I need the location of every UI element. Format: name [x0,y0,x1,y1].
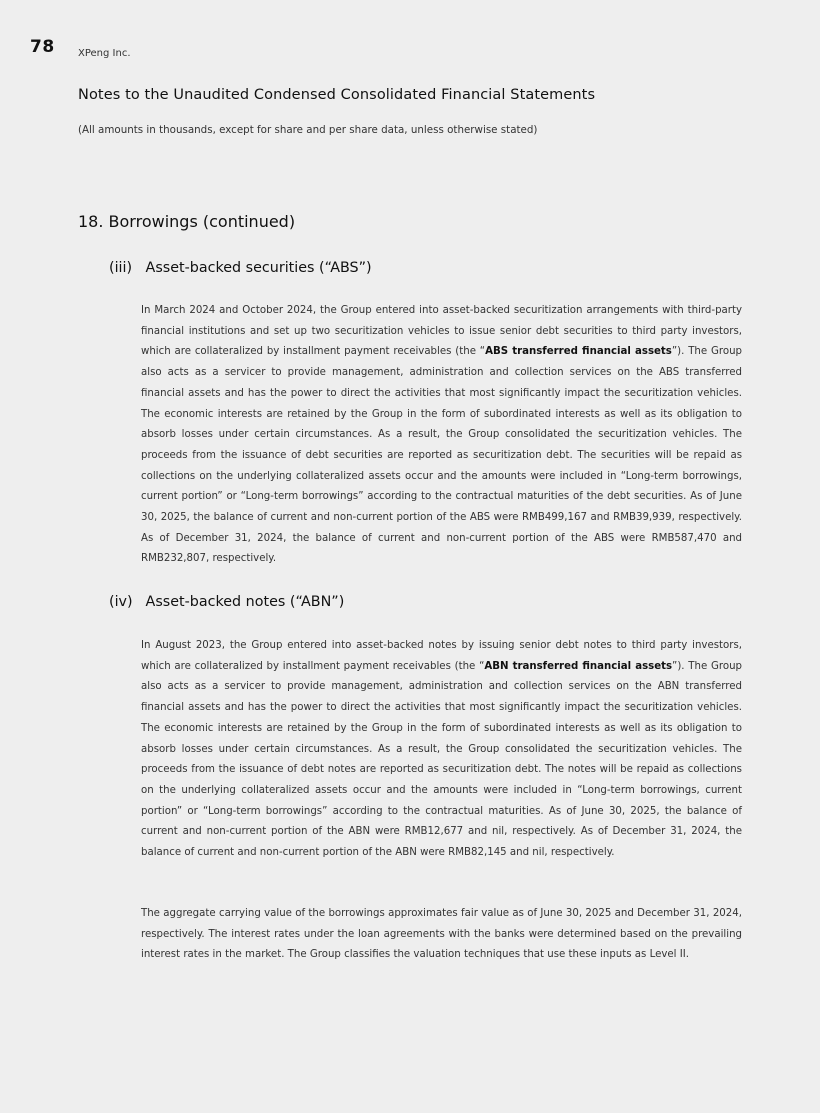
company-name: XPeng Inc. [78,48,131,59]
document-title: Notes to the Unaudited Condensed Consolidated Financial Statements [78,87,596,103]
section-heading: 18. Borrowings (continued) [78,212,296,231]
abs-text-part-1: In March 2024 and October 2024, the Group entered into asset-backed securitization arrangements with third-party financial institutions and set up two securitization vehicles to issue senior debt securities to third party investors, which are collateralized by installment payment receivables (the “ [141,305,742,358]
aggregate-paragraph: The aggregate carrying value of the borrowings approximates fair value as of June 30, 2025 and December 31, 2024, respectively. The interest rates under the loan agreements with the banks were determined based on the prevailing interest rates in the market. The Group classifies the valuation techniques that use these inputs as Level II. [141,908,742,961]
subsection-heading-abs [109,260,372,276]
subsection-title: Asset-backed notes (“ABN”) [145,594,345,610]
subsection-number: (iv) [109,594,133,610]
subsection-number: (iii) [109,260,133,276]
abs-paragraph [141,301,742,570]
page-number: 78 [30,37,55,57]
abn-paragraph [141,636,742,864]
abn-defined-term: ABN transferred financial assets [484,660,673,672]
document-subtitle: (All amounts in thousands, except for share and per share data, unless otherwise stated) [78,124,538,136]
abs-defined-term: ABS transferred financial assets [485,346,672,358]
subsection-title: Asset-backed securities (“ABS”) [145,260,372,276]
abn-text-part-2: ”). The Group also acts as a servicer to provide management, administration and collection services on the ABN transferred financial assets and has the power to direct the activities that most significantly impact the securitization vehicles. The economic interests are retained by the Group in the form of subordinated interests as well as its obligation to absorb losses under certain circumstances. As a result, the Group consolidated the securitization vehicles. The proceeds from the issuance of debt notes are reported as securitization debt. The notes will be repaid as collections on the underlying collateralized assets occur and the amounts were included in “Long-term borrowings, current portion” or “Long-term borrowings” according to the contractual maturities. As of June 30, 2025, the balance of current and non-current portion of the ABN were RMB12,677 and nil, respectively. As of December 31, 2024, the balance of current and non-current portion of the ABN were RMB82,145 and nil, respectively. [141,660,742,859]
abs-text-part-2: ”). The Group also acts as a servicer to provide management, administration and collection services on the ABS transferred financial assets and has the power to direct the activities that most significantly impact the securitization vehicles. The economic interests are retained by the Group in the form of subordinated interests as well as its obligation to absorb losses under certain circumstances. As a result, the Group consolidated the securitization vehicles. The proceeds from the issuance of debt securities are reported as securitization debt. The securities will be repaid as collections on the underlying collateralized assets occur and the amounts were included in “Long-term borrowings, current portion” or “Long-term borrowings” according to the contractual maturities of the debt securities. As of June 30, 2025, the balance of current and non-current portion of the ABS were RMB499,167 and RMB39,939, respectively. As of December 31, 2024, the balance of current and non-current portion of the ABS were RMB587,470 and RMB232,807, respectively. [141,346,743,565]
subsection-heading-abn [109,594,344,610]
abn-text-part-1: In August 2023, the Group entered into asset-backed notes by issuing senior debt notes to third party investors, which are collateralized by installment payment receivables (the “ [141,640,742,672]
